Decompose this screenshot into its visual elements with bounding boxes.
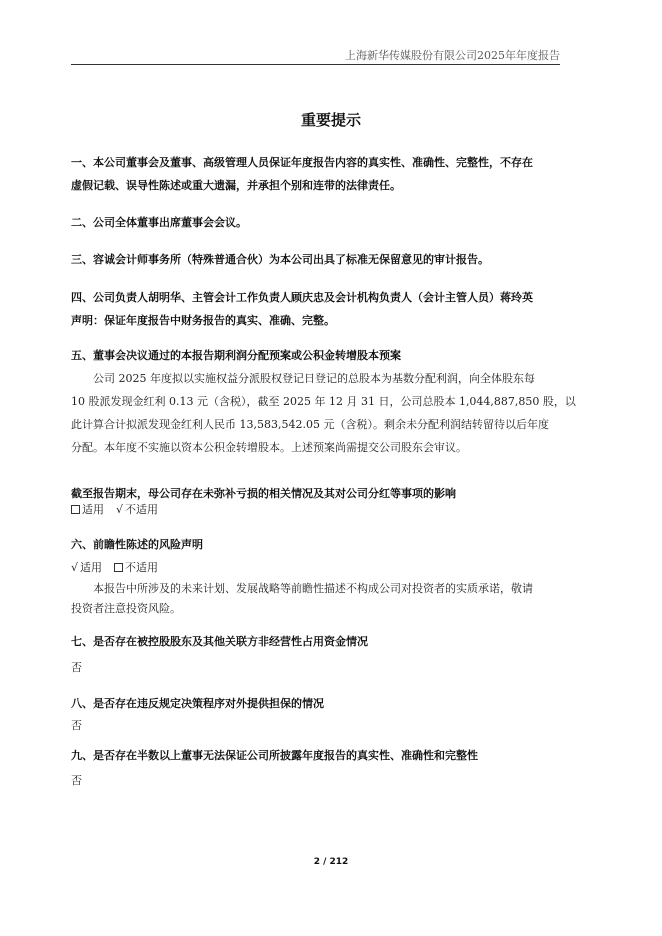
section-6-options: [71, 556, 571, 579]
section-2: 二、公司全体董事出席董事会会议。: [71, 216, 247, 229]
checkbox-unchecked-icon: [71, 505, 80, 514]
section-6-paragraph-line-2: 投资者注意投资风险。: [71, 602, 181, 615]
checkbox-unchecked-icon: [114, 563, 123, 572]
option-applicable: 适用: [80, 561, 103, 574]
section-7-heading: 七、是否存在被控股股东及其他关联方非经营性占用资金情况: [71, 635, 368, 648]
section-7-answer: 否: [71, 661, 82, 674]
section-5-heading: 五、董事会决议通过的本报告期利润分配预案或公积金转增股本预案: [71, 349, 401, 362]
page-number: 2 / 212: [313, 857, 349, 867]
option-not-applicable: 不适用: [125, 503, 159, 516]
section-9-answer: 否: [71, 774, 82, 787]
loss-options: [71, 498, 571, 521]
section-9-heading: 九、是否存在半数以上董事无法保证公司所披露年度报告的真实性、准确性和完整性: [71, 749, 478, 762]
section-5-paragraph-line-4: 分配。本年度不实施以资本公积金转增股本。上述预案尚需提交公司股东会审议。: [71, 441, 467, 454]
option-not-applicable: 不适用: [125, 561, 159, 574]
header-divider: [71, 64, 560, 65]
section-1-line-1: 一、本公司董事会及董事、高级管理人员保证年度报告内容的真实性、准确性、完整性，不存在: [71, 156, 533, 169]
section-5-paragraph-line-3: 此计算合计拟派发现金红利人民币 13,583,542.05 元（含税）。剩余未分配利润结转留待以后年度: [71, 418, 549, 431]
section-5-paragraph-line-1: 公司 2025 年度拟以实施权益分派股权登记日登记的总股本为基数分配利润，向全体股东每: [93, 372, 535, 385]
section-3: 三、容诚会计师事务所（特殊普通合伙）为本公司出具了标准无保留意见的审计报告。: [71, 253, 489, 266]
section-8-heading: 八、是否存在违反规定决策程序对外提供担保的情况: [71, 697, 324, 710]
section-6-heading: 六、前瞻性陈述的风险声明: [71, 538, 203, 551]
page-title: 重要提示: [300, 111, 361, 129]
section-4-line-1: 四、公司负责人胡明华、主管会计工作负责人顾庆忠及会计机构负责人（会计主管人员）蒋玲英: [71, 291, 533, 304]
loss-section-heading: 截至报告期末，母公司存在未弥补亏损的相关情况及其对公司分红等事项的影响: [71, 487, 456, 500]
section-8-answer: 否: [71, 719, 82, 732]
option-applicable: 适用: [82, 503, 104, 516]
section-6-paragraph-line-1: 本报告中所涉及的未来计划、发展战略等前瞻性描述不构成公司对投资者的实质承诺，敬请: [93, 582, 533, 595]
section-4-line-2: 声明：保证年度报告中财务报告的真实、准确、完整。: [71, 314, 335, 327]
section-1-line-2: 虚假记载、误导性陈述或重大遗漏，并承担个别和连带的法律责任。: [71, 179, 401, 192]
section-5-paragraph-line-2: 10 股派发现金红利 0.13 元（含税），截至 2025 年 12 月 31 日，公司总股本 1,044,887,850 股，以: [71, 395, 576, 408]
report-header-title: 上海新华传媒股份有限公司2025年年度报告: [345, 49, 560, 62]
checkmark-icon: √: [71, 561, 79, 574]
checkmark-icon: √: [116, 503, 124, 516]
